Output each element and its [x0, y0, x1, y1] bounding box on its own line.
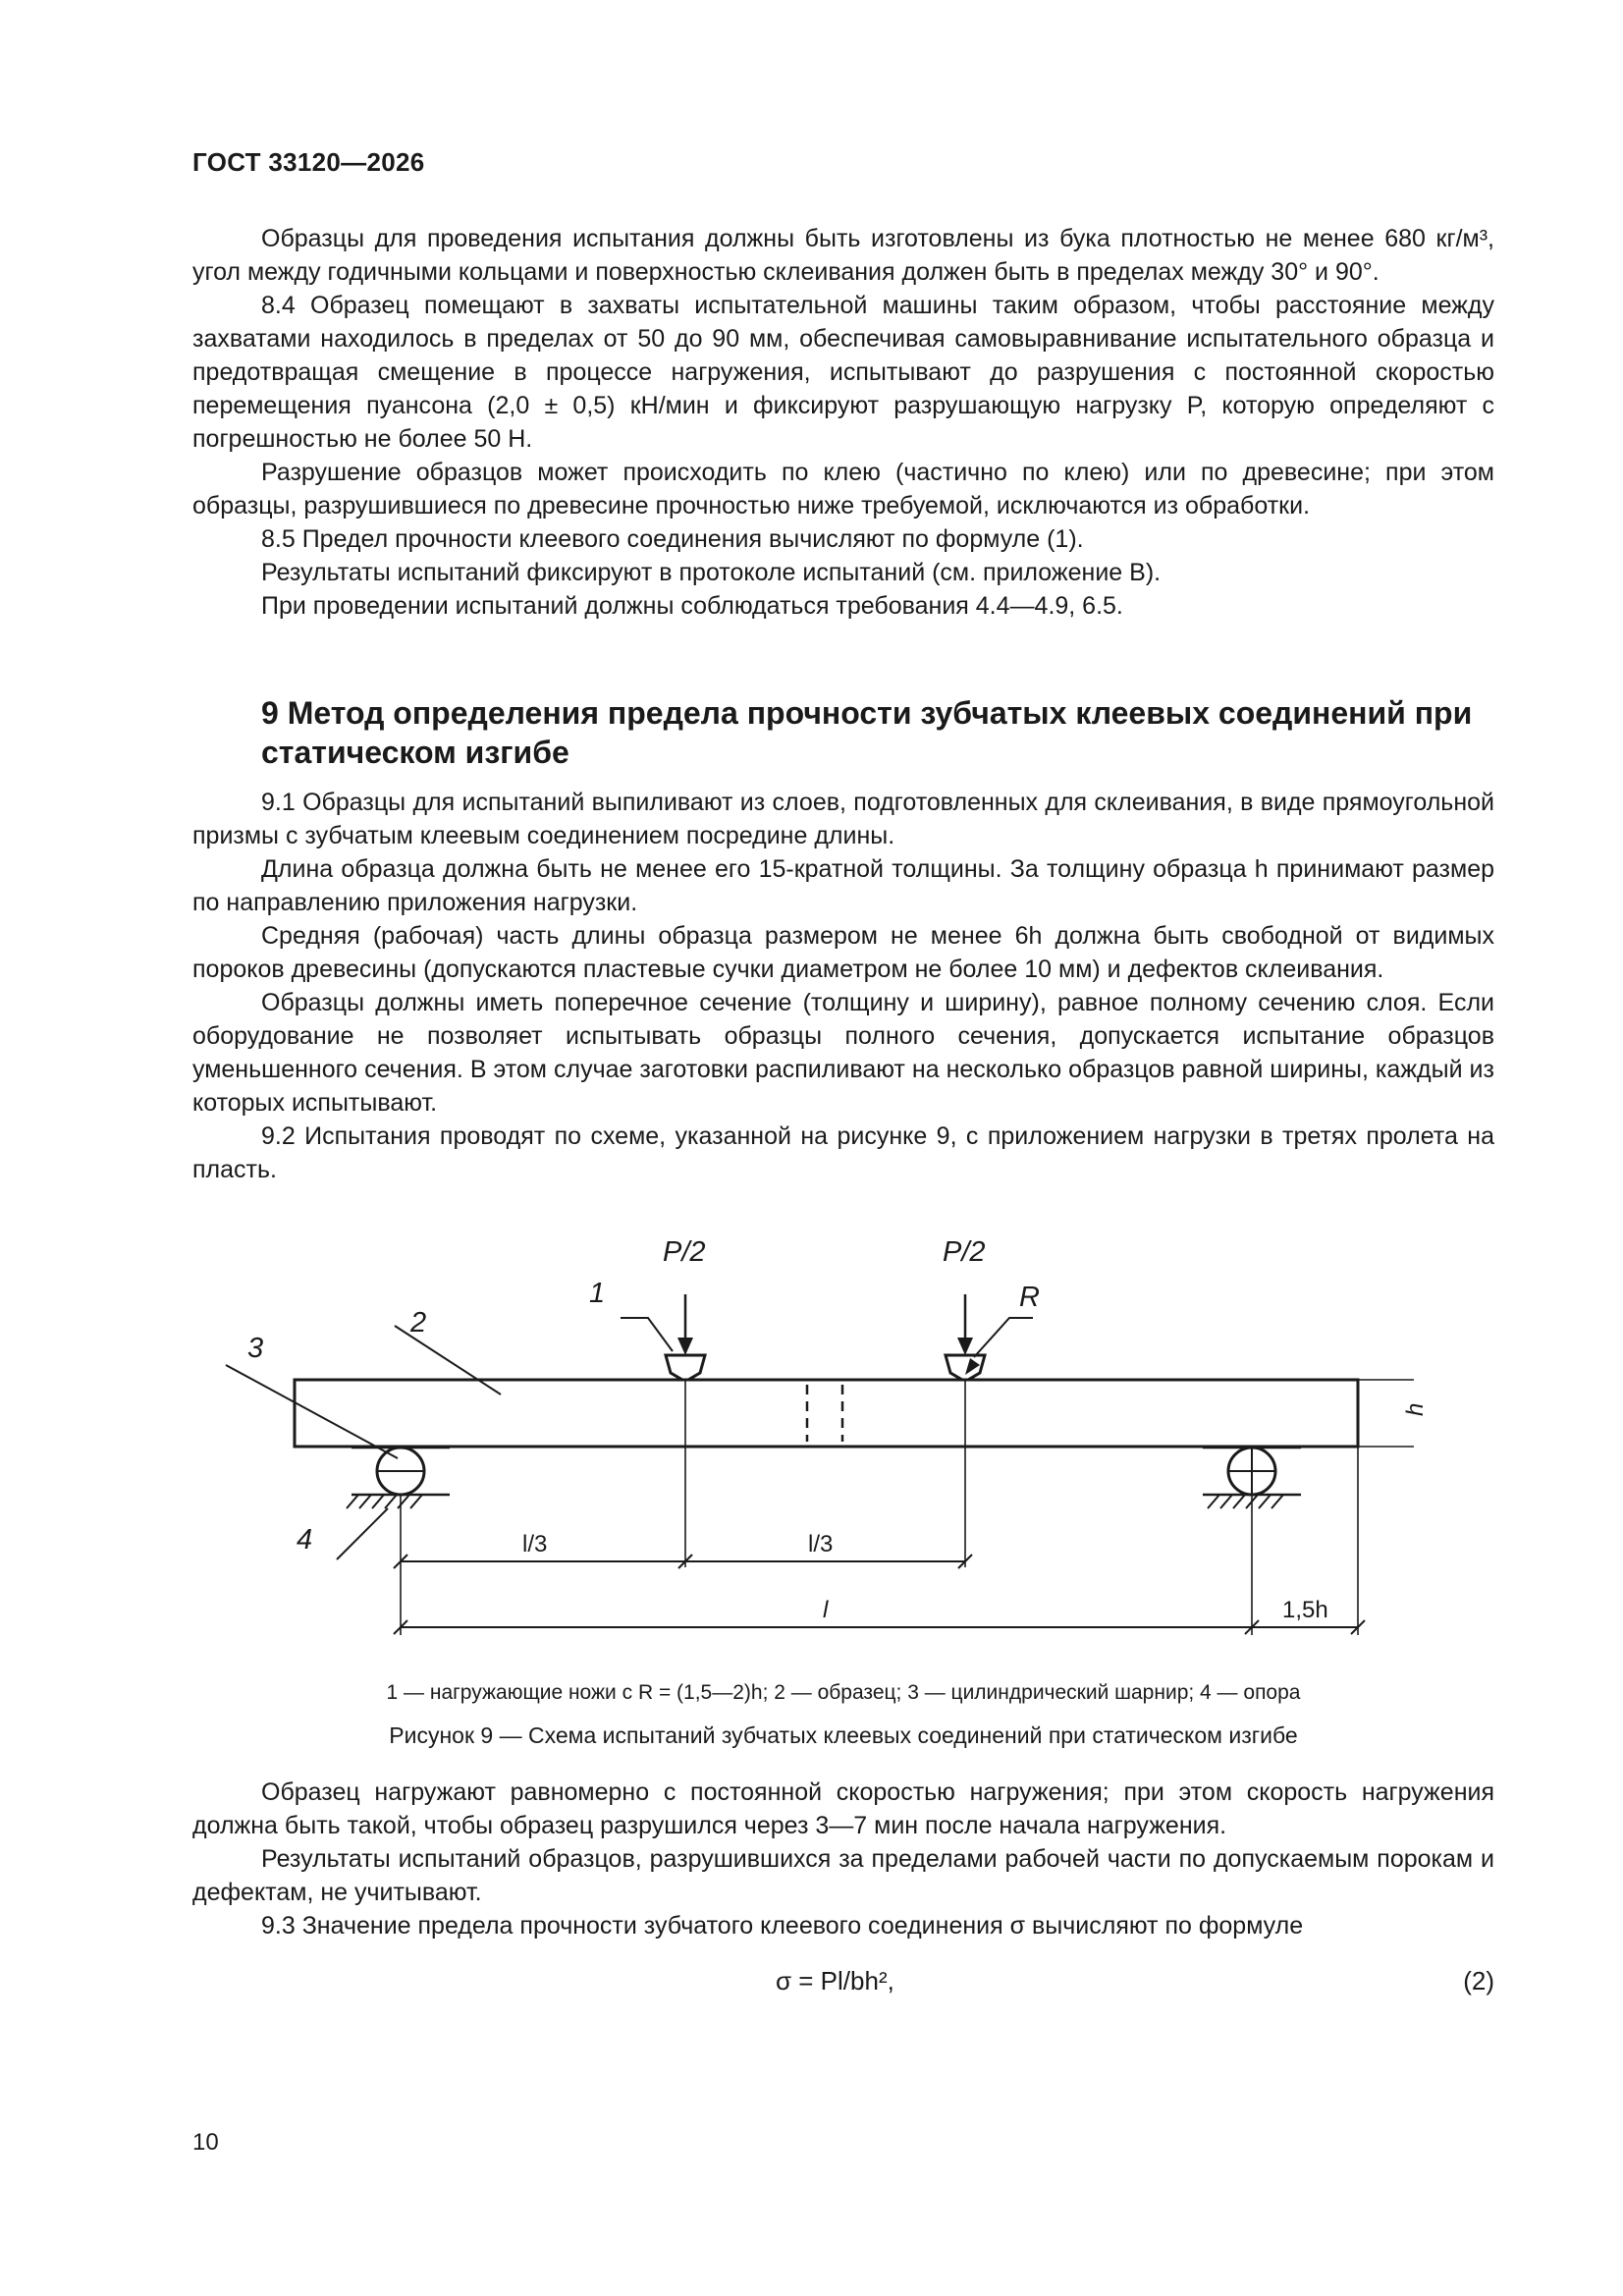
label-third-left: l/3 [522, 1531, 548, 1558]
loading-knife-left [666, 1355, 705, 1380]
callout-3: 3 [247, 1333, 264, 1364]
loading-knife-right [946, 1355, 985, 1380]
arrowhead-right [957, 1338, 973, 1355]
text-block-top [192, 222, 1494, 623]
paragraph: Длина образца должна быть не менее его 15-кратной толщины. За толщину образца h принимают размер по направлению приложения нагрузки. [192, 855, 1494, 916]
document-header: ГОСТ 33120—2026 [192, 147, 425, 177]
support-hatch-left [347, 1495, 422, 1508]
formula-2 [0, 1964, 1494, 2003]
paragraph: 8.4 Образец помещают в захваты испытательной машины таким образом, чтобы расстояние между захватами находилось в пределах от 50 до 90 мм, обеспечивая самовыравнивание испытательного образца и предотвращая смещение в процессе нагружения, испытывают до разрушения с постоянной скоростью перемещения пуансона (2,0 ± 0,5) кН/мин и фиксируют разрушающую нагрузку P, которую определяют с погрешностью не более 50 Н. [192, 292, 1494, 453]
paragraph: 9.2 Испытания проводят по схеме, указанной на рисунке 9, с приложением нагрузки в третях пролета на пласть. [192, 1122, 1494, 1183]
text-block-middle [192, 786, 1494, 1186]
callout-2: 2 [410, 1307, 427, 1339]
figure-caption: Рисунок 9 — Схема испытаний зубчатых клеевых соединений при статическом изгибе [389, 1722, 1298, 1748]
paragraph: Образец нагружают равномерно с постоянной скоростью нагружения; при этом скорость нагружения должна быть такой, чтобы образец разрушился через 3—7 мин после начала нагружения. [192, 1778, 1494, 1839]
paragraph: 9.3 Значение предела прочности зубчатого клеевого соединения σ вычисляют по формуле [261, 1912, 1304, 1940]
leader-4 [337, 1508, 388, 1559]
paragraph: 8.5 Предел прочности клеевого соединения вычисляют по формуле (1). [261, 525, 1084, 553]
leader-r [974, 1318, 1033, 1357]
paragraph: Образцы должны иметь поперечное сечение (толщину и ширину), равное полному сечению слоя. Если оборудование не позволяет испытывать образцы полного сечения, допускается испытание образцов уменьшенного сечения. В этом случае заготовки распиливают на несколько образцов равной ширины, каждый из которых испытывают. [192, 989, 1494, 1117]
paragraph: Результаты испытаний фиксируют в протоколе испытаний (см. приложение В). [261, 559, 1162, 586]
callout-4: 4 [297, 1524, 313, 1556]
paragraph: 9.1 Образцы для испытаний выпиливают из слоев, подготовленных для склеивания, в виде прямоугольной призмы с зубчатым клеевым соединением посредине длины. [192, 789, 1494, 849]
label-load-left: P/2 [663, 1236, 706, 1268]
label-third-right: l/3 [808, 1531, 834, 1558]
label-thickness: h [1402, 1402, 1429, 1416]
formula-number: (2) [1463, 1966, 1494, 1995]
page-number: 10 [192, 2129, 219, 2156]
paragraph: Результаты испытаний образцов, разрушившихся за пределами рабочей части по допускаемым порокам и дефектам, не учитывают. [192, 1845, 1494, 1906]
paragraph: Разрушение образцов может происходить по клею (частично по клею) или по древесине; при этом образцы, разрушившиеся по древесине прочностью ниже требуемой, исключаются из обработки. [192, 459, 1494, 519]
label-radius: R [1019, 1282, 1040, 1313]
leader-1 [621, 1318, 673, 1351]
text-block-bottom [192, 1776, 1494, 1942]
paragraph: Средняя (рабочая) часть длины образца размером не менее 6h должна быть свободной от видимых пороков древесины (допускаются пластевые сучки диаметром не более 10 мм) и дефектов склеивания. [192, 922, 1494, 983]
arrowhead-r [965, 1358, 980, 1375]
arrowhead-left [677, 1338, 693, 1355]
paragraph: При проведении испытаний должны соблюдаться требования 4.4—4.9, 6.5. [261, 592, 1123, 620]
figure-9-test-scheme [216, 1218, 1429, 1709]
label-load-right: P/2 [943, 1236, 986, 1268]
section-heading: 9 Метод определения предела прочности зубчатых клеевых соединений при статическом изгибе [261, 695, 1473, 770]
beam-diagram [216, 1218, 1414, 1679]
support-hatch-right [1208, 1495, 1283, 1508]
figure-key: 1 — нагружающие ножи с R = (1,5—2)h; 2 — образец; 3 — цилиндрический шарнир; 4 — опора [386, 1681, 1301, 1704]
paragraph: Образцы для проведения испытания должны быть изготовлены из бука плотностью не менее 680 кг/м³, угол между годичными кольцами и поверхностью склеивания должен быть в пределах между 30° и 90°. [192, 225, 1494, 286]
specimen-beam [295, 1380, 1358, 1447]
callout-1: 1 [589, 1278, 606, 1309]
label-overhang: 1,5h [1282, 1597, 1328, 1623]
label-span: l [823, 1597, 829, 1623]
formula-expression: σ = Pl/bh², [776, 1966, 894, 1995]
